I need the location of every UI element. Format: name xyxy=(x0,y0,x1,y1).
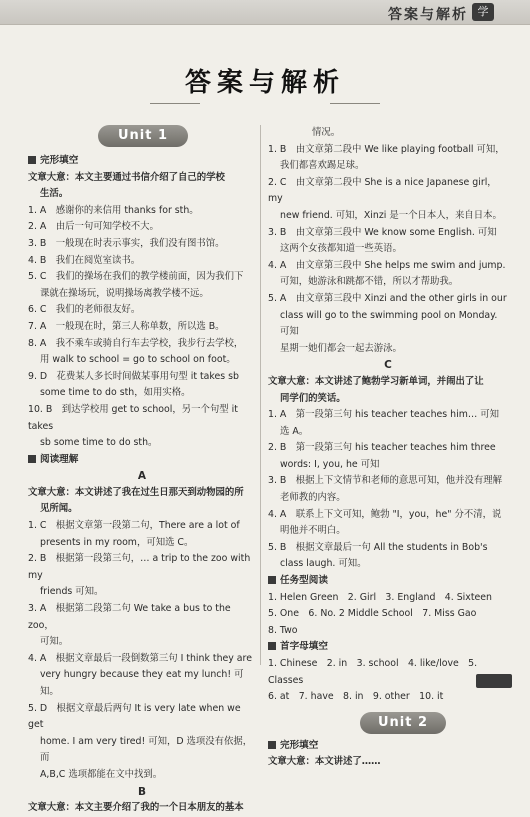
reading-a-summary: 文章大意：本文讲述了我在过生日那天到动物园的所 xyxy=(28,486,244,498)
list-item: 星期一她们都会一起去游泳。 xyxy=(280,342,402,354)
list-item: 5. B 根据文章最后一句 All the students in Bob's xyxy=(268,541,488,553)
list-item: 2. B 根据第一段第三句，… a trip to the zoo with my xyxy=(28,553,251,581)
cloze-summary-cont: 生活。 xyxy=(40,188,69,200)
list-item: 4. B 我们在阅览室读书。 xyxy=(28,254,141,266)
list-item: 这两个女孩都知道一些英语。 xyxy=(280,243,402,255)
task-reading-line: 5. One 6. No. 2 Middle School 7. Miss Gao xyxy=(268,608,477,620)
list-item: 7. A 一般现在时，第三人称单数，所以选 B。 xyxy=(28,320,225,332)
list-item: 选 A。 xyxy=(280,425,309,437)
list-item: 1. B 由文章第二段中 We like playing football 可知， xyxy=(268,143,505,155)
cloze-answers xyxy=(28,203,256,452)
right-column xyxy=(268,125,508,771)
publisher-logo-icon: 学 xyxy=(472,3,494,21)
list-item: 6. C 我们的老师很友好。 xyxy=(28,304,141,316)
list-item: A,B,C 选项都能在文中找到。 xyxy=(40,768,163,780)
list-item: 2. B 第一段第三句 his teacher teaches him three xyxy=(268,442,496,454)
section-initial-letter-heading: 首字母填空 xyxy=(268,639,508,656)
list-item: 9. D 花费某人多长时间做某事用句型 it takes sb xyxy=(28,370,239,382)
list-item: 4. A 联系上下文可知，鲍勃 "I，you，he" 分不清，说 xyxy=(268,508,502,520)
header-section-label: 答案与解析 xyxy=(388,7,468,23)
list-item: 5. A 由文章第三段中 Xinzi and the other girls in our xyxy=(268,292,507,304)
reading-b-summary-cont: 情况。 xyxy=(312,127,341,138)
reading-c-summary: 文章大意：本文讲述了鲍勃学习新单词，并闹出了让 xyxy=(268,375,484,387)
section-cloze-heading: 完形填空 xyxy=(28,153,256,170)
header-bar xyxy=(0,0,530,25)
list-item: 3. A 根据第二段第二句 We take a bus to the zoo， xyxy=(28,603,231,631)
section-marker-icon xyxy=(268,642,276,650)
list-item: 3. B 根据上下文情节和老师的意思可知，他并没有理解 xyxy=(268,475,502,487)
list-item: 老师教的内容。 xyxy=(280,492,346,504)
reading-c-answers xyxy=(268,407,508,573)
list-item: 5. D 根据文章最后两句 It is very late when we get xyxy=(28,702,241,731)
reading-a-summary-cont: 见所闻。 xyxy=(40,503,78,515)
column-divider xyxy=(260,125,261,665)
reading-b-answers xyxy=(268,142,508,358)
list-item: 课就在操场玩，说明操场离教学楼不远。 xyxy=(40,287,209,299)
passage-b-label: B xyxy=(137,785,146,798)
initial-letter-line: 6. at 7. have 8. in 9. other 10. it xyxy=(268,691,444,703)
list-item: 明他并不明白。 xyxy=(280,525,346,537)
list-item: 2. C 由文章第二段中 She is a nice Japanese girl，my xyxy=(268,176,497,205)
passage-c-label: C xyxy=(384,359,392,372)
list-item: 1. A 感谢你的来信用 thanks for sth。 xyxy=(28,204,199,216)
list-item: 我们都喜欢踢足球。 xyxy=(280,160,365,172)
passage-a-label: A xyxy=(137,470,147,483)
list-item: presents in my room，可知选 C。 xyxy=(40,536,194,548)
task-reading-line: 1. Helen Green 2. Girl 3. England 4. Sixteen xyxy=(268,591,492,603)
list-item: 可知。 xyxy=(40,636,69,648)
list-item: very hungry because they eat my lunch! 可知。 xyxy=(40,669,244,697)
section-marker-icon xyxy=(268,741,276,749)
list-item: some time to do sth，如用实格。 xyxy=(40,387,191,399)
unit-1-banner: Unit 1 xyxy=(98,125,188,147)
reading-a-answers xyxy=(28,518,256,784)
section-cloze-heading-2: 完形填空 xyxy=(268,738,508,755)
list-item: sb some time to do sth。 xyxy=(40,437,158,449)
page-title: 答案与解析 xyxy=(184,68,345,98)
list-item: 3. B 一般现在时表示事实，我们没有图书馆。 xyxy=(28,237,225,249)
section-marker-icon xyxy=(28,455,36,463)
list-item: 8. A 我不乘车或骑自行车去学校，我步行去学校， xyxy=(28,337,244,349)
list-item: 4. A 根据文章最后一段倒数第三句 I think they are xyxy=(28,652,252,664)
section-reading-heading: 阅读理解 xyxy=(28,452,256,469)
list-item: 1. C 根据文章第一段第二句，There are a lot of xyxy=(28,520,240,532)
list-item: words: I, you, he 可知 xyxy=(280,458,380,470)
list-item: friends 可知。 xyxy=(40,586,104,598)
section-marker-icon xyxy=(268,576,276,584)
list-item: 3. B 由文章第三段中 We know some English. 可知 xyxy=(268,226,497,238)
list-item: 4. A 由文章第三段中 She helps me swim and jump. xyxy=(268,259,506,271)
list-item: class will go to the swimming pool on Monday. 可知 xyxy=(280,309,498,338)
left-column xyxy=(28,125,256,817)
section-marker-icon xyxy=(28,156,36,164)
title-rule-right xyxy=(330,103,380,104)
list-item: 5. C 我们的操场在我们的教学楼前面，因为我们下 xyxy=(28,271,244,283)
list-item: 可知，她游泳和跳都不错，所以才帮助我。 xyxy=(280,276,459,288)
list-item: 2. A 由后一句可知学校不大。 xyxy=(28,221,159,233)
unit-2-banner: Unit 2 xyxy=(360,712,446,734)
task-reading-line: 8. Two xyxy=(268,624,298,636)
initial-letter-line: 1. Chinese 2. in 3. school 4. like/love 5. Classes xyxy=(268,658,478,686)
unit-2-summary: 文章大意：本文讲述了…… xyxy=(268,756,381,768)
section-task-reading-heading: 任务型阅读 xyxy=(268,573,508,590)
cloze-summary: 文章大意：本文主要通过书信介绍了自己的学校 xyxy=(28,171,225,183)
list-item: 1. A 第一段第三句 his teacher teaches him… 可知 xyxy=(268,409,499,421)
list-item: class laugh. 可知。 xyxy=(280,558,367,570)
list-item: 用 walk to school = go to school on foot。 xyxy=(40,354,236,366)
reading-b-summary: 文章大意：本文主要介绍了我的一个日本朋友的基本 xyxy=(28,802,244,814)
page-number-tab xyxy=(476,674,512,688)
list-item: 10. B 到达学校用 get to school，另一个句型 it takes xyxy=(28,403,238,432)
reading-c-summary-cont: 同学们的笑话。 xyxy=(280,392,346,404)
list-item: home. I am very tired! 可知，D 选项没有依据，而 xyxy=(40,735,253,764)
title-rule-left xyxy=(150,103,200,104)
list-item: new friend. 可知，Xinzi 是一个日本人，来自日本。 xyxy=(280,209,502,221)
